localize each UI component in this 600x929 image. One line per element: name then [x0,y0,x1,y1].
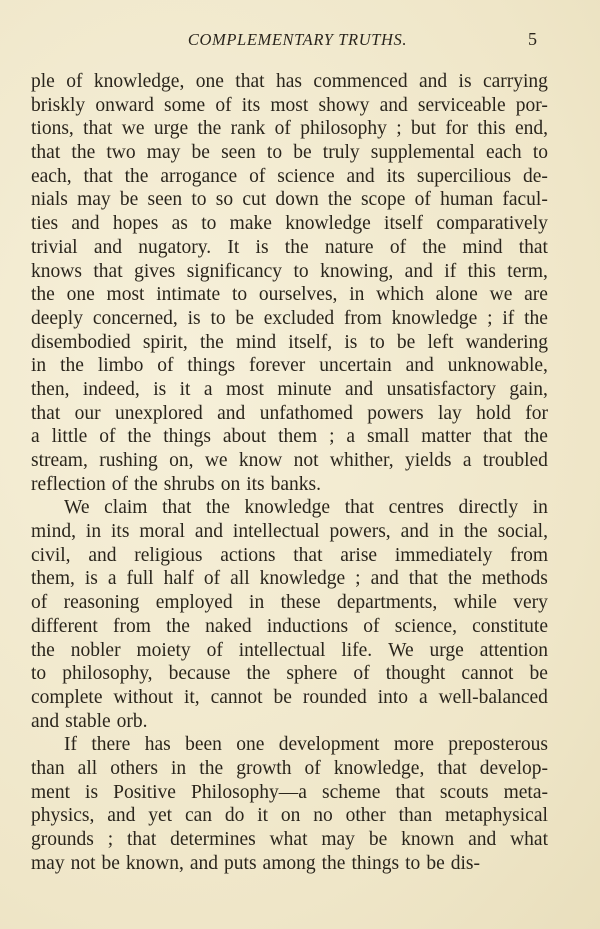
text-line: knows that gives significancy to knowing, and if this term, [31,260,548,282]
text-line: the one most intimate to ourselves, in which alone we are [31,284,548,306]
text-line: We claim that the knowledge that centres directly in [64,497,548,519]
text-line: physics, and yet can do it on no other than metaphysical [31,805,548,827]
text-line: briskly onward some of its most showy and serviceable por- [31,94,548,116]
paragraph [31,496,548,733]
text-line: ple of knowledge, one that has commenced and is carrying [31,71,548,92]
text-line: disembodied spirit, the mind itself, is to be left wandering [31,331,548,353]
text-line: of reasoning employed in these departments, while very [31,592,548,614]
text-line: the nobler moiety of intellectual life. We urge attention [31,639,548,661]
paragraph [31,70,548,496]
text-line: each, that the arrogance of science and its supercilious de- [31,165,548,187]
text-line: complete without it, cannot be rounded into a well-balanced [31,686,548,708]
text-line: then, indeed, is it a most minute and unsatisfactory gain, [31,378,548,400]
text-line: ment is Positive Philosophy—a scheme that scouts meta- [31,781,548,803]
text-line: to philosophy, because the sphere of thought cannot be [31,663,548,685]
text-line: ties and hopes as to make knowledge itself comparatively [31,213,548,235]
text-line: If there has been one development more preposterous [64,734,548,756]
text-line: tions, that we urge the rank of philosophy ; but for this end, [31,118,548,140]
text-line: grounds ; that determines what may be known and what [31,829,548,850]
text-line: trivial and nugatory. It is the nature of the mind that [31,236,548,258]
text-line: in the limbo of things forever uncertain and unknowable, [31,355,548,377]
text-line: stream, rushing on, we know not whither, yields a troubled [31,450,548,471]
text-line: that our unexplored and unfathomed powers lay hold for [31,402,548,424]
text-line: a little of the things about them ; a small matter that the [31,426,548,448]
text-line: them, is a full half of all knowledge ; and that the methods [31,568,548,590]
page-number: 5 [528,29,537,49]
text-line: than all others in the growth of knowledge, that develop- [31,757,548,779]
text-line: mind, in its moral and intellectual powers, and in the social, [31,521,548,543]
text-line: reflection of the shrubs on its banks. [31,473,322,495]
body-text [31,70,548,875]
text-line: and stable orb. [31,710,148,732]
text-line: that the two may be seen to be truly supplemental each to [31,142,548,164]
running-head-title: COMPLEMENTARY TRUTHS. [187,30,408,49]
text-line: nials may be seen to so cut down the scope of human facul- [31,189,548,211]
text-line: civil, and religious actions that arise immediately from [31,544,548,566]
running-head [0,30,600,54]
text-line: different from the naked inductions of science, constitute [31,615,548,637]
text-line: may not be known, and puts among the things to be dis- [31,852,480,874]
text-line: deeply concerned, is to be excluded from knowledge ; if the [31,307,548,329]
paragraph [31,733,548,875]
